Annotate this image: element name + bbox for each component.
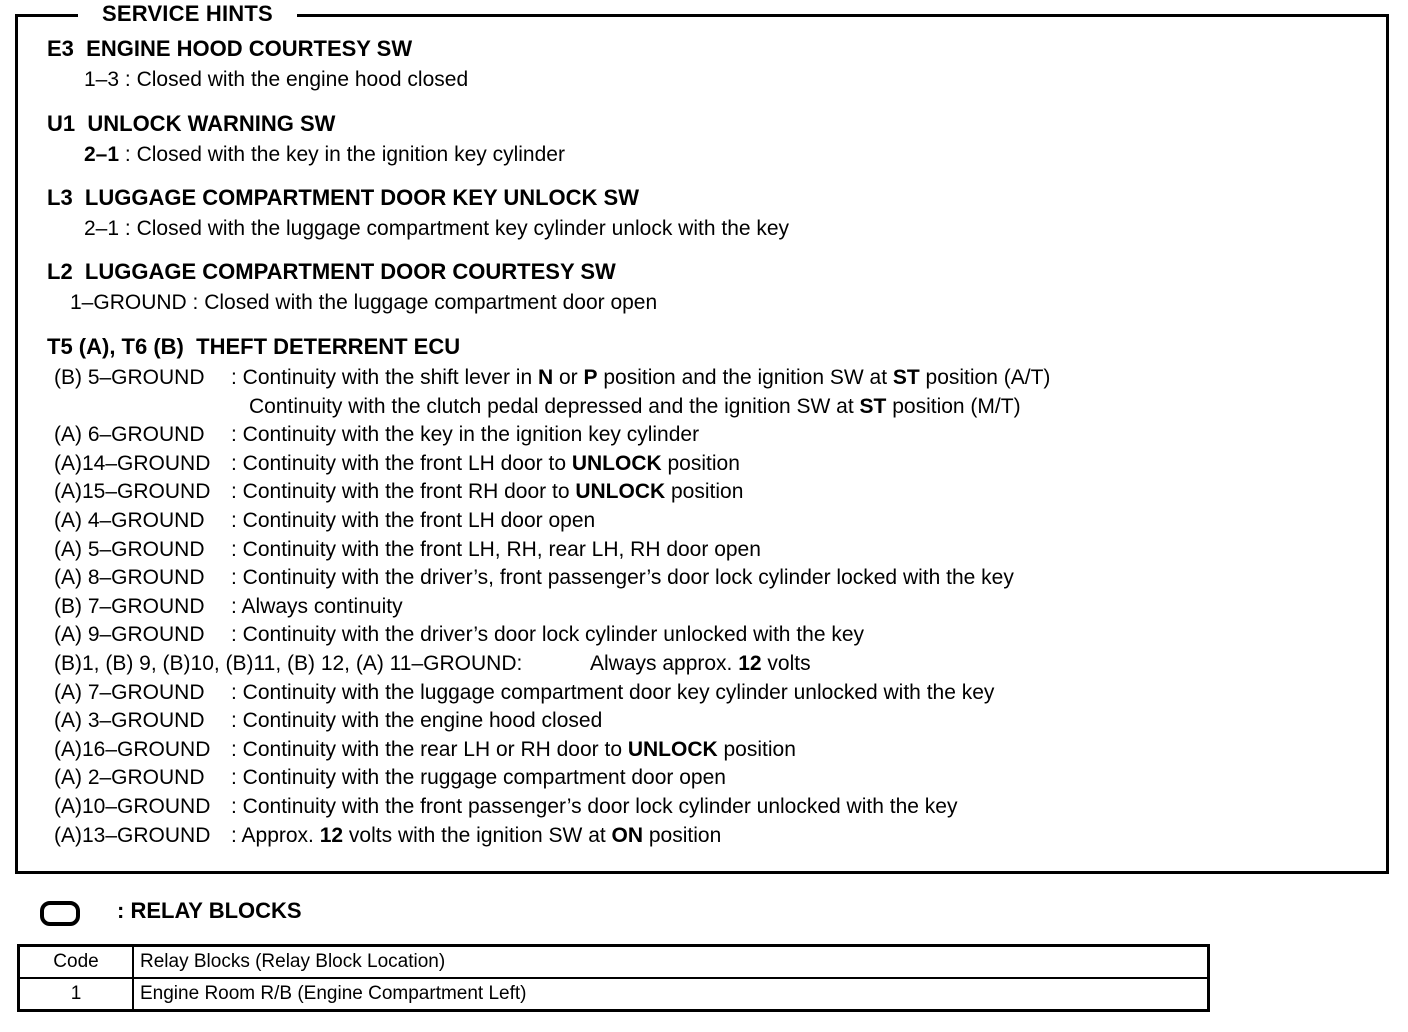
u1-heading [47,110,335,138]
colon-separator: : [231,480,243,504]
ecu-pin-label: (A)16–GROUND [54,737,211,761]
condition-part: Continuity with the rear LH or RH door to [242,737,628,761]
condition-part: Approx. [241,823,320,847]
condition-part: Continuity with the shift lever in [242,366,538,389]
ecu-pin-label: (A) 9–GROUND [54,623,205,647]
condition-part: Continuity with the front passenger’s door lock cylinder unlocked with the key [242,795,958,818]
colon-separator: : [231,509,243,532]
condition-part: Continuity with the front LH door to [242,451,572,475]
condition-part: 12 [738,652,762,675]
t5t6-heading [47,333,460,361]
condition-part: Continuity with the engine hood closed [242,709,603,733]
ecu-pin-label: (A)13–GROUND [54,823,211,847]
colon-separator: : [231,795,243,818]
ecu-pin-label: (A) 8–GROUND [54,566,205,590]
e3-desc: Closed with the engine hood closed [136,68,469,91]
condition-part: Continuity with the front RH door to [242,480,576,504]
ecu-condition-text [231,564,1014,592]
colon-separator: : [231,680,243,704]
e3-line: 1–3 : Closed with the engine hood closed [84,68,469,91]
ecu-pin-label: (A) 5–GROUND [54,537,205,561]
condition-part: position [665,480,744,504]
ecu-pin-label: (A)15–GROUND [54,480,211,504]
condition-part: position (M/T) [886,394,1021,418]
ecu-condition-text [231,593,403,621]
condition-part: Continuity with the clutch pedal depressed and the ignition SW at [249,394,860,418]
relay-blocks-legend [40,897,440,931]
condition-part: ST [859,394,887,418]
colon-separator: : [231,823,242,847]
ecu-pin-label: (B) 5–GROUND [54,366,205,389]
colon-separator: : [231,451,243,475]
condition-part: 12 [319,823,344,847]
l3-name: LUGGAGE COMPARTMENT DOOR KEY UNLOCK SW [84,185,639,210]
relay-blocks-table [17,944,1210,1012]
l3-line: 2–1 : Closed with the luggage compartment key cylinder unlock with the key [84,217,790,240]
ecu-condition-text [231,822,721,850]
condition-part: position (A/T) [919,366,1051,389]
l3-code: L3 [47,185,73,210]
condition-part: Continuity with the ruggage compartment door open [242,766,726,790]
ecu-condition-text [231,421,699,449]
table-row [19,978,1209,1011]
colon-separator: : [231,537,243,561]
e3-heading [47,35,412,63]
ecu-condition-text [231,536,761,564]
condition-part: position [717,737,796,761]
condition-part: UNLOCK [571,451,662,475]
ecu-pin-label: (A) 6–GROUND [54,423,205,447]
condition-part: Always approx. [590,652,739,675]
condition-part: volts with the ignition SW at [343,823,612,847]
condition-part: Continuity with the driver’s door lock cylinder unlocked with the key [242,623,865,647]
colon-separator: : [231,423,243,447]
l3-desc: Closed with the luggage compartment key cylinder unlock with the key [136,217,790,240]
colon-separator: : [231,566,243,590]
u1-code: U1 [47,111,76,136]
condition-part: or [553,366,584,389]
t5t6-code: T5 (A), T6 (B) [47,334,184,359]
l2-name: LUGGAGE COMPARTMENT DOOR COURTESY SW [84,259,616,284]
ecu-condition-text [231,793,957,821]
ecu-condition-text [231,764,726,792]
rounded-rect-icon [40,901,80,926]
table-header-code: Code [19,946,134,979]
ecu-condition-text [231,707,602,735]
condition-part: ST [892,366,920,389]
condition-part: P [583,366,598,389]
l2-pin: 1–GROUND [70,291,187,314]
l2-desc: Closed with the luggage compartment door open [204,291,658,314]
ecu-pin-label: (A)10–GROUND [54,795,211,818]
ecu-condition-text [231,621,864,649]
l2-heading [47,258,616,286]
condition-part: Continuity with the driver’s, front passenger’s door lock cylinder locked with the key [242,566,1014,590]
l3-heading [47,184,639,212]
u1-pin: 2–1 [84,143,120,166]
condition-part: UNLOCK [627,737,718,761]
colon-separator: : [231,594,242,618]
ecu-condition-text [231,364,1050,392]
e3-code: E3 [47,36,74,61]
condition-part: N [537,366,554,389]
colon-separator: : [231,366,243,389]
e3-pin: 1–3 [84,68,120,91]
condition-part: position and the ignition SW at [597,366,893,389]
u1-name: UNLOCK WARNING SW [87,111,336,136]
u1-desc: Closed with the key in the ignition key cylinder [136,143,565,166]
service-hints-title: SERVICE HINTS [78,0,297,28]
t5t6-name: THEFT DETERRENT ECU [196,334,461,359]
ecu-condition-text [231,478,743,506]
l2-line: 1–GROUND : Closed with the luggage compartment door open [70,291,658,314]
colon-separator: : [231,766,243,790]
ecu-pin-label: (A) 4–GROUND [54,509,205,532]
ecu-pin-label: (A) 3–GROUND [54,709,205,733]
ecu-pin-label: (A) 7–GROUND [54,680,205,704]
ecu-condition-text [231,450,740,478]
l2-code: L2 [47,259,73,284]
colon-separator: : [231,709,243,733]
table-cell-location: Engine Room R/B (Engine Compartment Left) [133,978,1209,1011]
condition-part: Continuity with the key in the ignition key cylinder [242,423,700,447]
table-header-location: Relay Blocks (Relay Block Location) [133,946,1209,979]
ecu-pin-label: (B) 7–GROUND [54,594,205,618]
table-header-row [19,946,1209,979]
condition-part: Continuity with the luggage compartment door key cylinder unlocked with the key [242,680,995,704]
condition-part: volts [761,652,811,675]
colon-separator: : [231,737,243,761]
colon-separator: : [231,623,243,647]
ecu-pin-label: (B)1, (B) 9, (B)10, (B)11, (B) 12, (A) 11–GROUND: [54,652,523,675]
ecu-condition-text [590,650,811,678]
ecu-condition-text [231,679,994,707]
ecu-pin-label: (A) 2–GROUND [54,766,205,790]
condition-part: Continuity with the front LH door open [242,509,596,532]
condition-part: position [661,451,740,475]
ecu-pin-label: (A)14–GROUND [54,451,211,475]
condition-part: position [643,823,722,847]
ecu-condition-text [249,393,1021,421]
condition-part: ON [611,823,644,847]
relay-blocks-label: : RELAY BLOCKS [117,898,302,923]
l3-pin: 2–1 [84,217,120,240]
u1-line: 2–1 : Closed with the key in the ignition key cylinder [84,143,565,166]
ecu-condition-text [231,507,595,535]
e3-name: ENGINE HOOD COURTESY SW [86,36,413,61]
ecu-condition-text [231,736,796,764]
condition-part: UNLOCK [575,480,666,504]
condition-part: Always continuity [241,594,403,618]
condition-part: Continuity with the front LH, RH, rear LH, RH door open [242,537,761,561]
table-cell-code: 1 [19,978,134,1011]
